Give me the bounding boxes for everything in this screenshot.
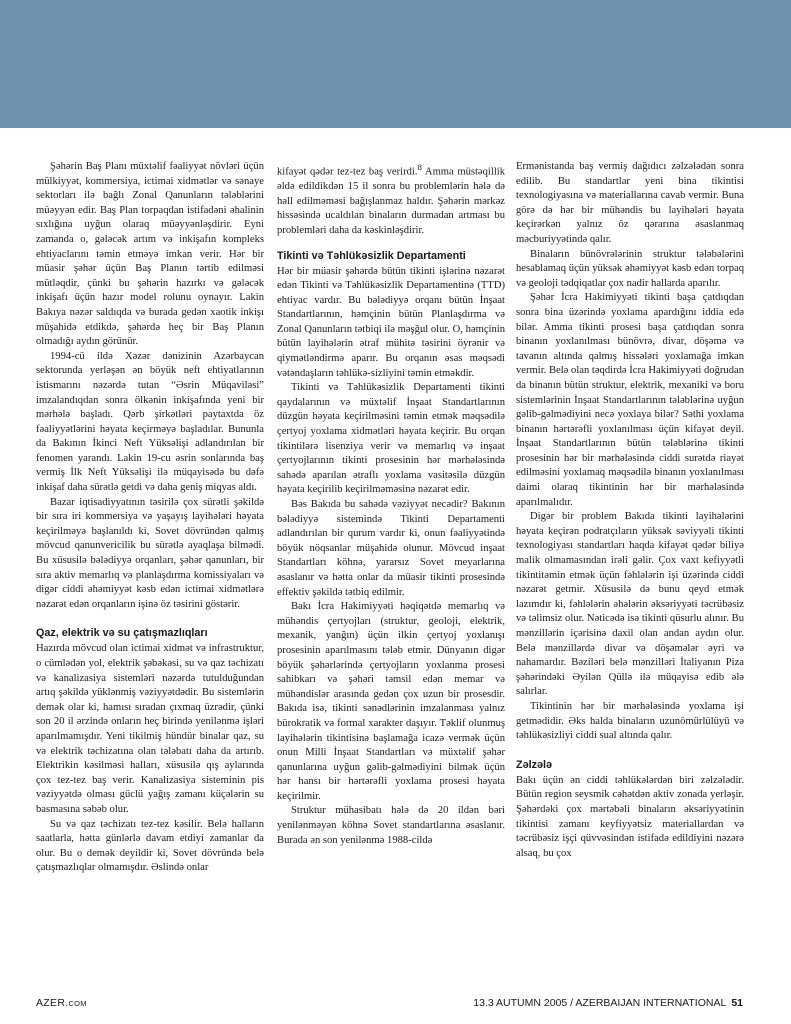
- section-heading-building-safety: Tikinti və Təhlükəsizlik Departamenti: [277, 249, 466, 262]
- paragraph-text: kifayət qədər tez-tez baş verirdi.: [277, 166, 418, 178]
- article-column-1: [36, 160, 264, 876]
- article-column-2: [277, 160, 505, 848]
- paragraph: Bakı üçün ən ciddi təhlükələrdən biri zəlzələdir. Bütün region seysmik cəhətdən aktiv zonada yerləşir. Şəhərdəki çox mərtəbəli binaların əksəriyyətinin tikintisi zamanı keyfiyyətsiz materiallardan və təcrübəsiz işçi qüvvəsindən istifadə edildiyini nəzərə alsaq, bu çox: [516, 774, 744, 859]
- paragraph: Şəhər İcra Hakimiyyəti tikinti başa çatdıqdan sonra bina üzərində yoxlama apardığını iddia edə bilər. Amma tikinti prosesi başa çatdıqdan sonra binanın yoxlanılması bünövrə, divar, döşəmə və tavanın altında qalmış hissələri yoxlamağa imkan vermir. Belə olan təqdirdə İcra Hakimiyyəti doğrudan da binanın bütün struktur, elektrik, mexaniki və boru sistemlərinin İnşaat Standartlarının tələblərinə uyğun gəlib-gəlmədiyini necə yoxlaya bilər? Səthi yoxlama binanın hərtərəfli yoxlanılması üçün kifayət deyil. İnşaat Standartlarının bütün tələblərinə tikinti prosesinin hər bir mərhələsində ciddi surətdə riayət edilməsini yoxlamaq məqsədilə binanın yoxlanılması daimi olaraq tikintinin hər bir mərhələsində aparılmalıdır.: [516, 292, 744, 508]
- paragraph: Hər bir müasir şəhərdə bütün tikinti işlərinə nəzarət edən Tikinti və Təhlükəsizlik Departamentinə (TTD) ehtiyac vardır. Bu bələdiyyə orqanı bütün İnşaat Standartlarının, həmçinin bütün Planlaşdırma və Zonal Qanunların tətbiqi ilə məşğul olur. O, həmçinin bütün layihələrin ətraf mühitə təsirini öyrənir və qiymətləndirmə aparır. Bu orqanın əsas məqsədi vətəndaşların təhlükə-sizliyini təmin etməkdir.: [277, 265, 506, 379]
- paragraph: Digər bir problem Bakıda tikinti layihələrini həyata keçirən podratçıların yüksək səviyyəli tikinti texnologiyası standartları haqda kifayət qədər biliyə malik olmamasından irəli gəlir. Çox vaxt kefiyyətli tikintitəmin etmək üçün fəhlələrin işi üzərində ciddi nəzarət getmir. Xüsusilə də bunu qeyd etmək lazımdır ki, fəhlələrin əhələrin əksəriyyəti təcrübəsiz və təlimsiz olur. Nəticədə isə tikinti qüsurlu alınır. Bu mənzillərin içərisinə daxil olan andan aydın olur. Belə mənzillərdə divar və döşəmələr əyri və nahamardır. Bəziləri belə mənzilləri İtaliyanın Piza şəhərindəki Əyilən Qüllə ilə müqayisə edib ələ salırlar.: [516, 511, 744, 698]
- paragraph: Şəhərin Baş Planı müxtəlif fəaliyyət növləri üçün mülkiyyət, kommersiya, ictimai xidmətlər və sənaye sektorları ilə bağlı Zonal Qanunların tələblərini müəyyən edir. Baş Plan torpaqdan istifadəni əhalinin sıxlığına uyğun olaraq müəyyənləşdirir. Eyni zamanda o, gələcək artım və inkişafın kompleks ehtiyaclarını təmin etməyə imkan verir. Hər bir müasir şəhər üçün Baş Planın tərtib edilməsi mütləqdir, çünki bu şəhərin hazırkı və gələcək inkişafı üçün hazır model rolunu oynayır. Lakin Bakıya nəzər saldıqda və burada gedən xaotik inkişı müşahidə etdikdə, şəhərdə heç bir Baş Planın olmadığı aydın görünür.: [36, 161, 264, 348]
- paragraph: Tikinti və Təhlükəsizlik Departamenti tikinti qaydalarının və müxtəlif İnşaat Standartlarının düzgün həyata keçirilməsini təmin etmək məqsədilə çertyoj yoxlama xidmətləri həyata keçirir. Bu orqan tikintilərə lisenziya verir və memarlıq və inşaat çertyojlarının tikinti prosesinin hər mərhələsində sahədə aparılan ətraflı yoxlama vasitəsilə düzgün həyata keçirilib keçirilməməsinə nəzarət edir.: [277, 382, 505, 496]
- page-number: 51: [731, 997, 743, 1009]
- paragraph: [277, 160, 505, 239]
- section-heading-utilities: Qaz, elektrik və su çatışmazlıqları: [36, 627, 208, 640]
- issue-info: [473, 997, 743, 1009]
- paragraph: Bazar iqtisadiyyatının təsirilə çox sürətli şəkildə bir sıra iri kommersiya və yaşayış layihələri həyata keçirilməyə başlanıldı ki, Sovet dövründən qalmış mövcud qanunvericilik bu sürətlə ayaqlaşa bilmədi. Bu xüsusilə bələdiyyə orqanları, şəhər qanunları, bir sıra aktiv memarlıq və planlaşdırma komissiyaları və digər ciddi əhəmiyyət kəsb edən ictimai xidmətlərə nəzarət edən orqanların işinə öz təsirini göstərir.: [36, 496, 264, 610]
- paragraph: Struktur mühasibatı hələ də 20 ildən bəri yenilənməyən köhnə Sovet standartlarına əsaslanır. Burada ən son yenilənmə 1988-cildə: [277, 805, 505, 846]
- section-heading-earthquake: Zəlzələ: [516, 758, 553, 771]
- paragraph: 1994-cü ildə Xəzər dənizinin Azərbaycan sektorunda yerləşən ən böyük neft ehtiyatlarının istismarını nəzərdə tutan “Əsrin Müqaviləsi” imzalandıqdan sonra ölkənin inkişafında yeni bir mərhələ başladı. Qərb şirkətləri paytaxtda öz fəaliyyətlərini həyata keçirməyə başladılar. Bununla da Bakının İkinci Neft Yüksəlişi adlandırılan bir fenomen yarandı. Lakin 19-cu əsrin sonlarında baş vermiş İlk Neft Yüksəlişi ilə müqayisədə bu dəfə inkişaf daha sürətlə getdi və daha geniş miqyas aldı.: [36, 350, 264, 494]
- site-logo: [36, 997, 87, 1009]
- article-column-3: [516, 160, 744, 861]
- footnote-marker: 8: [417, 162, 422, 172]
- paragraph: Binaların bünövrələrinin struktur tələbələrini hesablamaq üçün yüksək əhəmiyyət kəsb edən torpaq və geoloji tədqiqatlar çox nadir hallarda aparılır.: [516, 248, 744, 289]
- logo-suffix: COM: [68, 999, 87, 1008]
- paragraph: Bəs Bakıda bu sahədə vəziyyət necədir? Bakının bələdiyyə sistemində Tikinti Departamenti adlandırılan bir qurum vardır ki, onun fəaliyyətində böyük nöqsanlar müşahidə olunur. Mövcud inşaat Standartları köhnə, yararsız Sovet meyarlarına əsaslanır və hətta onlar da müasir tikinti prosesində effektiv şəkildə tətbiq edilmir.: [277, 499, 505, 598]
- paragraph: Hazırda mövcud olan ictimai xidmət və infrastruktur, o cümlədən yol, elektrik şəbəkəsi, su və qaz təchizatı və kanalizasiya sistemləri nəzərdə tutulduğundan artıq şəkildə yüklənmiş vəziyyətdədir. Bu sistemlərin demək olar ki, hamısı sıradan çıxmaq üzrədir, çünki son 20 il ərzində onların heç birində yenilənmə işləri aparılmamışdır. Yeni tikilmiş hündür binalar qaz, su və elektrik təchizatına olan tələbatı daha da artırıb. Elektrikin kəsilməsi halları, xüsusilə qış aylarında çox tez-tez baş verir. Kanalizasiya sisteminin pis vəziyyətdə olması güclü yağış zamanı küçələrin su basmasına səbəb olur.: [36, 643, 264, 815]
- page-footer: [0, 997, 791, 1013]
- header-banner: [0, 0, 791, 128]
- issue-label: 13.3 AUTUMN 2005 / AZERBAIJAN INTERNATIONAL: [473, 997, 727, 1009]
- paragraph: Tikintinin hər bir mərhələsində yoxlama işi getmədidir. Əks halda binaların uzunömürlülüyü və təhlükəsizliyi ciddi sual altında qalır.: [516, 700, 744, 742]
- logo-text: AZER.: [36, 997, 69, 1009]
- paragraph: Bakı İcra Hakimiyyəti həqiqətdə memarlıq və mühəndis çertyojları (struktur, geoloji, elektrik, mexanik, yanğın) üçün ilkin çertyoj yoxlanışı prosesinin aparılmasını tələb etmir. Dünyanın digər böyük şəhərlərində çertyojların yoxlanma prosesi sahibkarı və şəhəri təmsil edən memar və mühəndislər arasında gedən çox uzun bir prosesdir. Bakıda isə, tikinti sənədlərinin imzalanması yalnız bürokratik və formal xarakter daşıyır. Təklif olunmuş layihələrin tikintisinə başlamağa icazə vermək üçün onun Milli İnşaat Standartları və müxtəlif şəhər qanunlarına uyğun gəlib-gəlmədiyini bilmək üçün hər hansı bir hərtərəfli yoxlama prosesi həyata keçirilmir.: [277, 601, 505, 802]
- paragraph: Ermənistanda baş vermiş dağıdıcı zəlzələdən sonra edilib. Bu standartlar yeni bina tikintisi texnologiyasına və materiallarına cavab vermir. Buna görə də hər bir mühəndis bu layihələri həyata keçirərkən yalnız öz qərarına əsaslanmaq məcburiyyətində qalır.: [516, 161, 744, 245]
- paragraph: Su və qaz təchizatı tez-tez kəsilir. Belə halların saatlarla, hətta günlərlə davam etdiyi zamanlar da olur. Bu o demək deyildir ki, Sovet dövründə belə çatışmazlıqlar olmamışdır. Əslində onlar: [36, 818, 264, 874]
- paragraph-text: Amma müstəqillik əldə edildikdən 15 il sonra bu problemlərin hələ də həll edilməməsi bağışlanmaz haldır. Şəhərin mərkəz hissəsində ucaldılan binaların durmadan artması bu problemləri daha da kəskinləşdirir.: [277, 166, 506, 236]
